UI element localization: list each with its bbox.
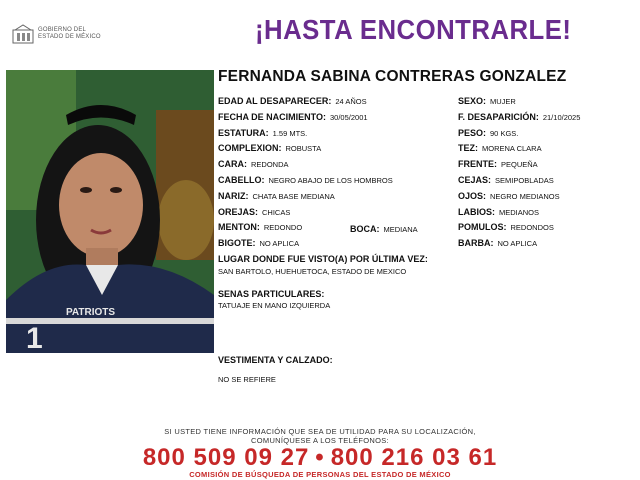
marks-label: SENAS PARTICULARES:: [218, 289, 325, 299]
detail-value: PEQUEÑA: [501, 160, 538, 170]
gov-line2: ESTADO DE MÉXICO: [38, 34, 101, 40]
detail-row: [458, 238, 537, 248]
detail-value: 30/05/2001: [330, 112, 368, 122]
detail-label: TEZ:: [458, 143, 478, 154]
headline: ¡HASTA ENCONTRARLE!: [255, 14, 572, 45]
detail-label: F. DESAPARICIÓN:: [458, 111, 539, 122]
detail-row: [458, 159, 538, 169]
detail-value: NEGRO MEDIANOS: [490, 191, 560, 201]
detail-row-boca: [350, 224, 418, 234]
bullet-separator: •: [315, 444, 325, 471]
detail-value: REDONDOS: [510, 223, 554, 233]
detail-value: 1.59 MTS.: [272, 128, 308, 138]
detail-row: [458, 96, 516, 106]
detail-row: [218, 207, 290, 217]
detail-row: [218, 143, 321, 153]
commission-name: COMISIÓN DE BÚSQUEDA DE PERSONAS DEL ESTADO DE MÉXICO: [189, 470, 451, 479]
detail-label: OREJAS:: [218, 206, 259, 217]
government-emblem-icon: [12, 24, 34, 44]
detail-row: [218, 112, 368, 122]
detail-label: FECHA DE NACIMIENTO:: [218, 111, 326, 122]
detail-row: [458, 191, 560, 201]
jersey-text: PATRIOTS: [66, 307, 116, 318]
detail-label: CARA:: [218, 159, 247, 170]
detail-value: ROBUSTA: [285, 144, 322, 154]
detail-row: [218, 238, 299, 248]
detail-value: 90 KGS.: [490, 128, 519, 138]
detail-row: [218, 175, 393, 185]
last-seen-value: SAN BARTOLO, HUEHUETOCA, ESTADO DE MEXICO: [218, 267, 407, 276]
detail-label: BARBA:: [458, 238, 494, 249]
detail-label: LABIOS:: [458, 206, 495, 217]
detail-value: MORENA CLARA: [482, 144, 542, 154]
detail-value: MEDIANOS: [499, 207, 540, 217]
detail-row: [458, 222, 554, 232]
last-seen-label: LUGAR DONDE FUE VISTO(A) POR ÚLTIMA VEZ:: [218, 254, 428, 264]
detail-label: BIGOTE:: [218, 238, 256, 249]
marks-value: TATUAJE EN MANO IZQUIERDA: [218, 301, 331, 310]
phone-numbers: [0, 444, 640, 472]
missing-person-photo: [6, 70, 214, 353]
detail-value: NEGRO ABAJO DE LOS HOMBROS: [268, 176, 393, 185]
detail-label: EDAD AL DESAPARECER:: [218, 96, 332, 106]
gov-line1: GOBIERNO DEL: [38, 27, 87, 33]
detail-row: [218, 191, 335, 201]
detail-label: ESTATURA:: [218, 127, 269, 138]
detail-value: NO APLICA: [259, 239, 300, 249]
detail-label: BOCA:: [350, 224, 380, 234]
detail-value: CHICAS: [262, 207, 291, 217]
detail-value: MUJER: [490, 97, 516, 106]
detail-value: 21/10/2025: [542, 112, 581, 122]
detail-row: [458, 128, 518, 138]
detail-row: [458, 175, 554, 185]
phone-number-2[interactable]: 800 216 03 61: [330, 444, 498, 471]
clothing-label: VESTIMENTA Y CALZADO:: [218, 355, 333, 365]
person-name: FERNANDA SABINA CONTRERAS GONZALEZ: [218, 68, 567, 85]
info-line-1: SI USTED TIENE INFORMACIÓN QUE SEA DE UTILIDAD PARA SU LOCALIZACIÓN,: [164, 427, 476, 436]
detail-label: NARIZ:: [218, 190, 249, 201]
detail-label: CEJAS:: [458, 175, 492, 185]
government-logo-text: [38, 27, 101, 41]
detail-value: NO APLICA: [497, 239, 538, 249]
detail-row: [218, 222, 302, 232]
detail-value: REDONDO: [263, 223, 303, 233]
detail-value: 24 AÑOS: [335, 97, 367, 106]
detail-row: [218, 96, 367, 106]
detail-value: SEMIPOBLADAS: [495, 176, 554, 185]
detail-label: COMPLEXION:: [218, 143, 282, 154]
detail-row: [458, 143, 542, 153]
detail-label: POMULOS:: [458, 222, 507, 233]
detail-row: [218, 159, 289, 169]
info-line-2: COMUNÍQUESE A LOS TELÉFONOS:: [251, 436, 389, 445]
detail-row: [458, 207, 539, 217]
detail-label: PESO:: [458, 127, 487, 138]
detail-label: OJOS:: [458, 190, 487, 201]
detail-row: [458, 112, 580, 122]
detail-value: REDONDA: [251, 160, 289, 170]
detail-label: SEXO:: [458, 96, 487, 106]
detail-label: FRENTE:: [458, 159, 497, 170]
detail-value: CHATA BASE MEDIANA: [252, 191, 335, 201]
detail-row: [218, 128, 307, 138]
clothing-value: NO SE REFIERE: [218, 375, 276, 384]
phone-number-1[interactable]: 800 509 09 27: [142, 444, 310, 471]
detail-label: CABELLO:: [218, 175, 265, 185]
detail-label: MENTON:: [218, 222, 260, 233]
detail-value: MEDIANA: [383, 225, 418, 234]
svg-text:1: 1: [26, 322, 43, 353]
